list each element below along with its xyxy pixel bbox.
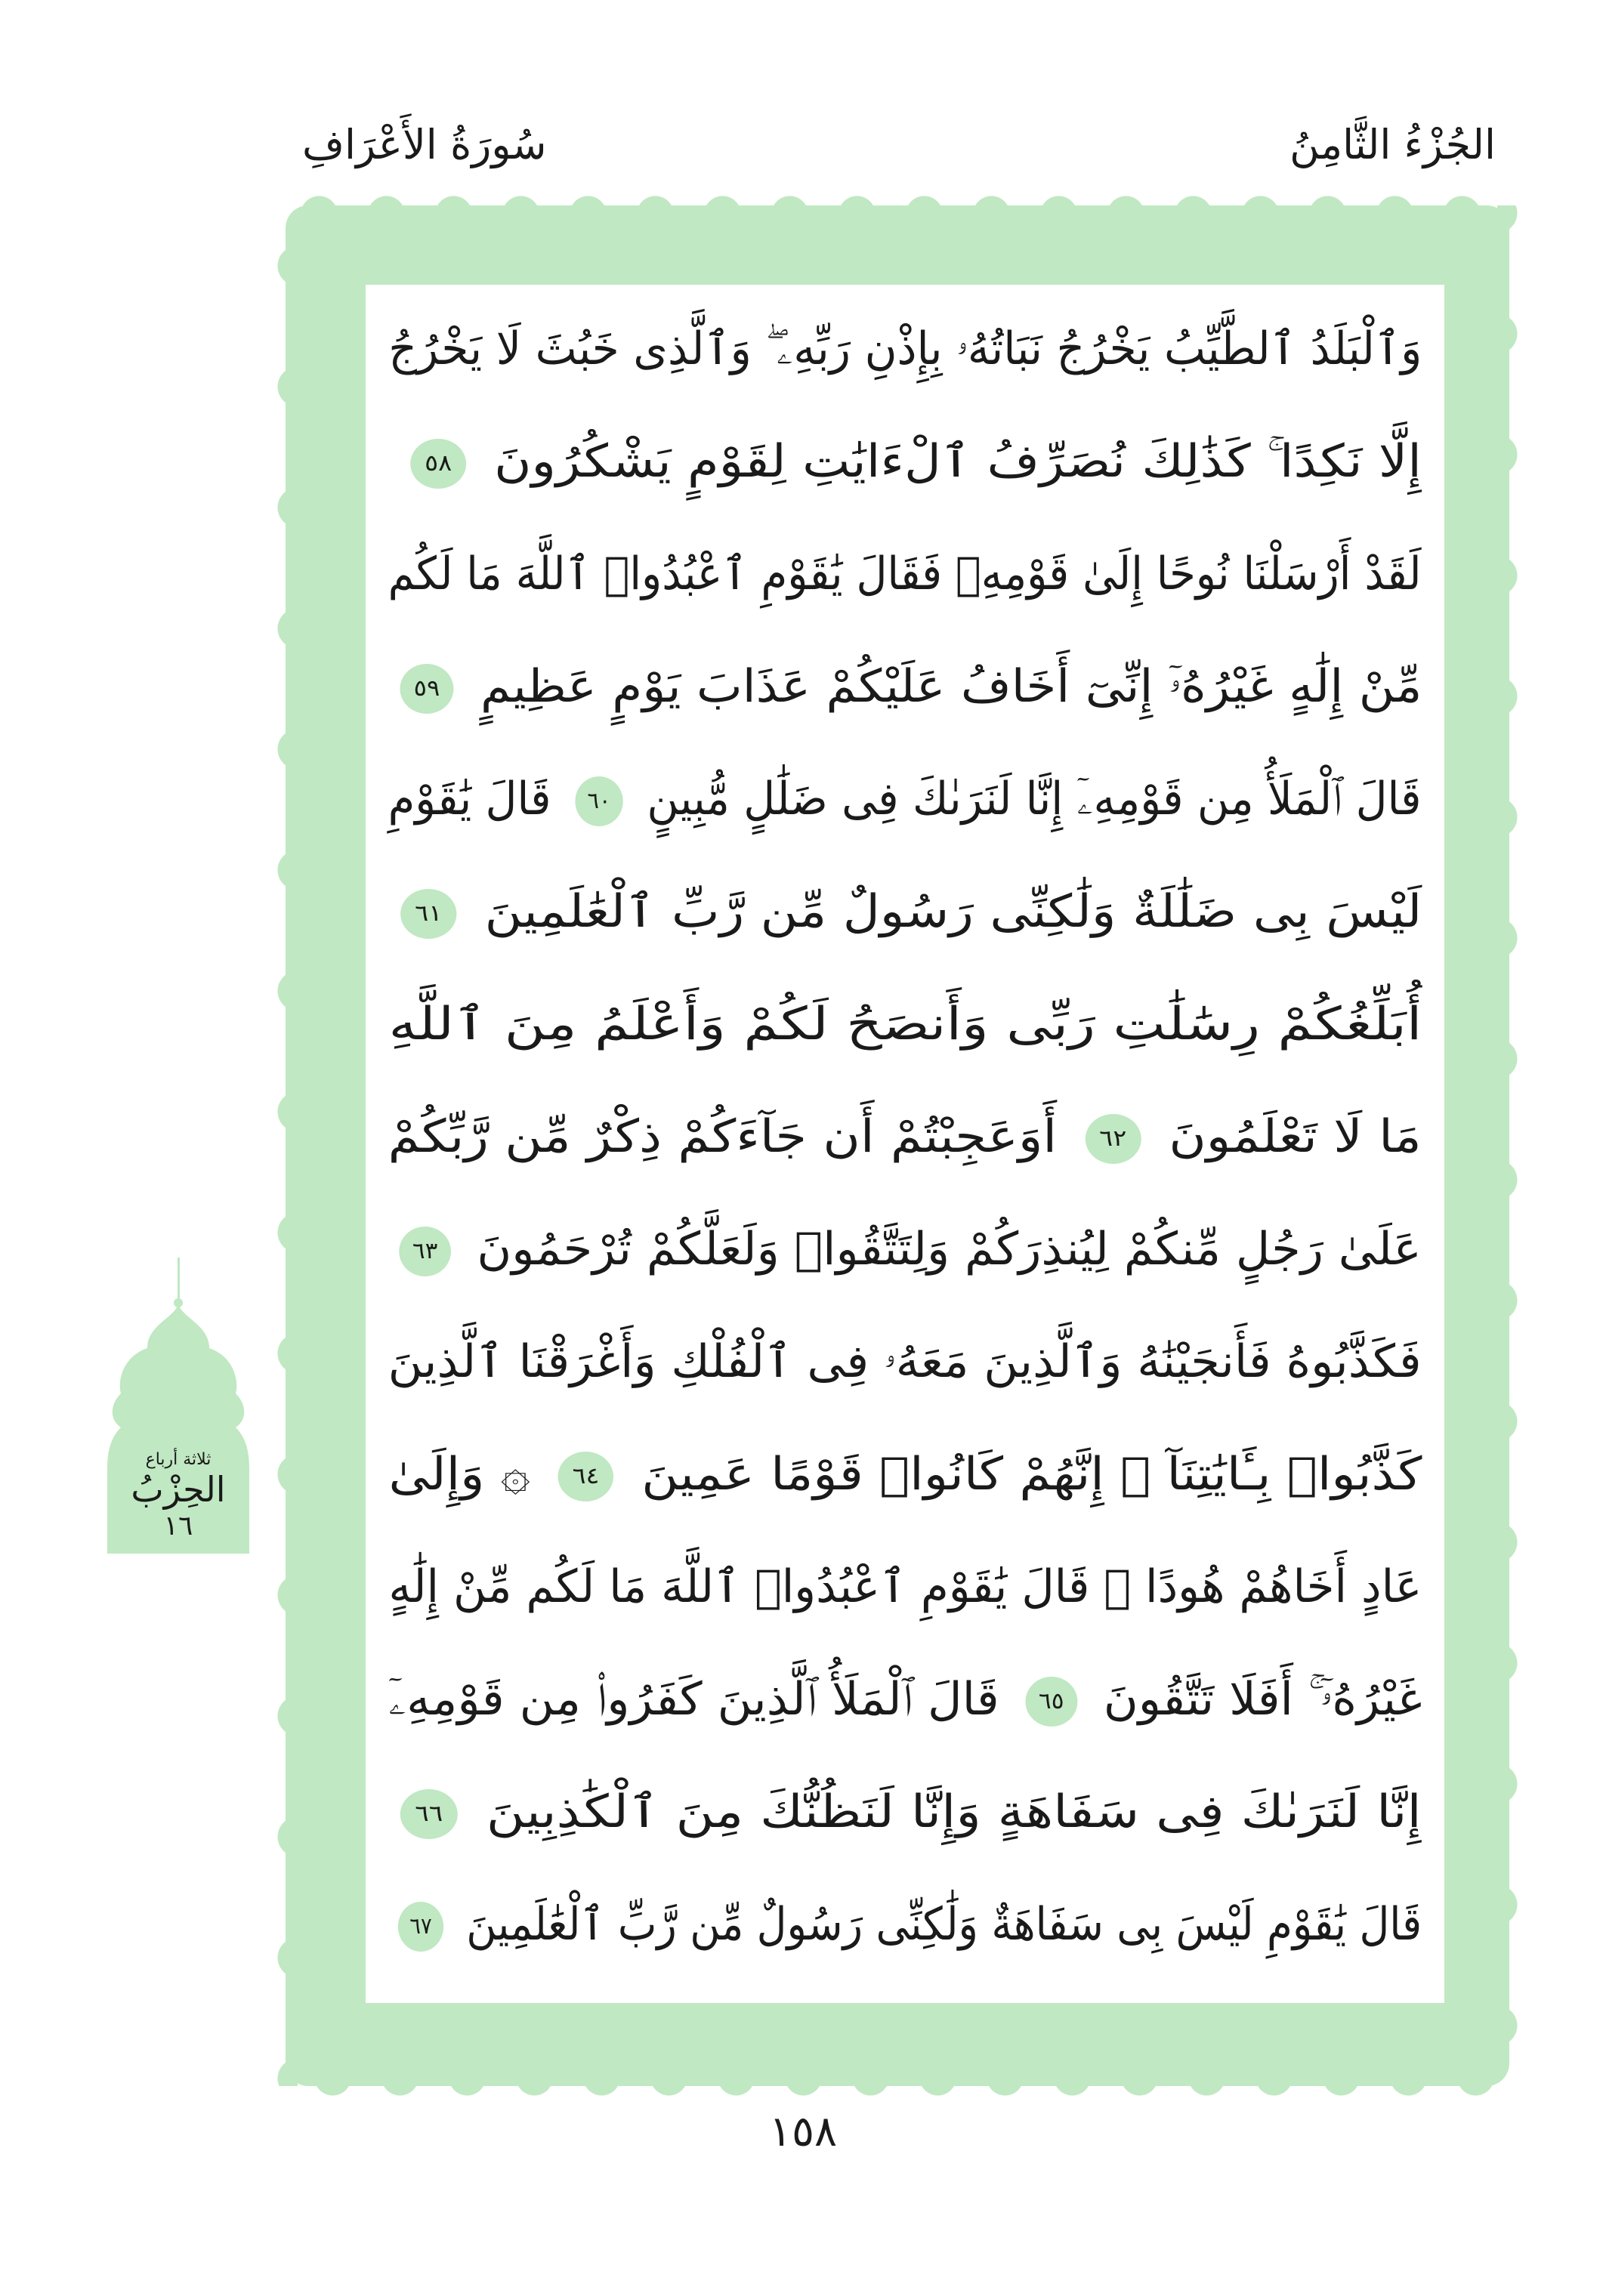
text-line (388, 1425, 1422, 1523)
ayah-number-marker: ٥٩ (400, 664, 453, 714)
hizb-label: الحِزْبُ (131, 1469, 226, 1510)
hizb-fraction: ثلاثة أرباع (145, 1450, 212, 1469)
frame-scallop-top (286, 184, 1509, 214)
text-line-content (388, 750, 1422, 848)
verse-text: إِلَّا نَكِدًا ۚ كَذَٰلِكَ نُصَرِّفُ ٱلْءَايَٰتِ لِقَوْمٍ يَشْكُرُونَ (494, 435, 1422, 488)
verse-text: كَذَّبُوا۟ بِـَٔايَٰتِنَآ ۚ إِنَّهُمْ كَانُوا۟ قَوْمًا عَمِينَ (641, 1448, 1422, 1501)
text-line (388, 1538, 1422, 1636)
ayah-number-marker: ٦٧ (398, 1902, 443, 1952)
text-line (388, 412, 1422, 511)
text-line (388, 1088, 1422, 1186)
text-line (388, 1200, 1422, 1298)
juz-title: الجُزْءُ الثَّامِنُ (1289, 121, 1496, 168)
verse-text: غَيْرُهُۥٓ ۚ أَفَلَا تَتَّقُونَ (1103, 1673, 1422, 1726)
verse-text: قَالَ ٱلْمَلَأُ ٱلَّذِينَ كَفَرُوا۟ مِن قَوْمِهِۦٓ (388, 1673, 999, 1726)
text-line-content (388, 300, 1422, 398)
text-line-content (388, 1313, 1422, 1411)
surah-title: سُورَةُ الأَعْرَافِ (302, 121, 547, 168)
text-line (388, 525, 1422, 623)
text-line-content (388, 863, 1422, 961)
text-line (388, 975, 1422, 1073)
frame-scallop-right (1497, 205, 1527, 2086)
verse-text: قَالَ يَٰقَوْمِ (388, 773, 551, 826)
verse-text: قَالَ ٱلْمَلَأُ مِن قَوْمِهِۦٓ إِنَّا لَنَرَىٰكَ فِى ضَلَٰلٍ مُّبِينٍ (647, 773, 1422, 826)
text-line-content (388, 975, 1422, 1073)
text-line (388, 1313, 1422, 1411)
ayah-number-marker: ٦٥ (1025, 1677, 1077, 1727)
text-line-content (399, 412, 1422, 511)
verse-text: ۞ وَإِلَىٰ (388, 1448, 530, 1501)
quran-text-area (366, 285, 1444, 2003)
ayah-number-marker: ٦٤ (557, 1452, 613, 1501)
text-line-content (388, 1088, 1422, 1186)
verse-text: مَا لَا تَعْلَمُونَ (1169, 1110, 1422, 1163)
text-line-content (388, 1763, 1422, 1861)
frame-scallop-bottom (286, 2077, 1509, 2107)
verse-text: مِّنْ إِلَٰهٍ غَيْرُهُۥٓ إِنِّىٓ أَخَافُ عَلَيْكُمْ عَذَابَ يَوْمٍ عَظِيمٍ (480, 660, 1422, 713)
page-number: ١٥٨ (768, 2107, 838, 2156)
ayah-number-marker: ٦١ (400, 889, 456, 939)
text-line-content (388, 1538, 1422, 1636)
text-line-content (388, 637, 1422, 736)
text-line (388, 1763, 1422, 1861)
verse-text: فَكَذَّبُوهُ فَأَنجَيْنَٰهُ وَٱلَّذِينَ مَعَهُۥ فِى ٱلْفُلْكِ وَأَغْرَقْنَا ٱلَّذِينَ (388, 1335, 1422, 1388)
ayah-number-marker: ٥٨ (410, 439, 466, 489)
ayah-number-marker: ٦٣ (400, 1227, 452, 1276)
text-line-content (388, 525, 1422, 623)
verse-text: عَادٍ أَخَاهُمْ هُودًا ۗ قَالَ يَٰقَوْمِ ٱعْبُدُوا۟ ٱللَّهَ مَا لَكُم مِّنْ إِلَٰهٍ (388, 1560, 1422, 1613)
verse-text: وَٱلْبَلَدُ ٱلطَّيِّبُ يَخْرُجُ نَبَاتُهُۥ بِإِذْنِ رَبِّهِۦ ۖ وَٱلَّذِى خَبُثَ لَا يَخْرُجُ (388, 322, 1422, 375)
text-line (388, 1650, 1422, 1748)
text-line-content (388, 1425, 1422, 1523)
verse-text: عَلَىٰ رَجُلٍ مِّنكُمْ لِيُنذِرَكُمْ وَلِتَتَّقُوا۟ وَلَعَلَّكُمْ تُرْحَمُونَ (477, 1223, 1422, 1276)
frame-scallop-left (267, 205, 298, 2086)
verse-text: أَوَعَجِبْتُمْ أَن جَآءَكُمْ ذِكْرٌ مِّن رَّبِّكُمْ (388, 1110, 1058, 1163)
verse-text: لَقَدْ أَرْسَلْنَا نُوحًا إِلَىٰ قَوْمِهِۦ فَقَالَ يَٰقَوْمِ ٱعْبُدُوا۟ ٱللَّهَ مَا لَكُم (388, 548, 1422, 600)
verse-text: لَيْسَ بِى ضَلَٰلَةٌ وَلَٰكِنِّى رَسُولٌ مِّن رَّبِّ ٱلْعَٰلَمِينَ (484, 885, 1422, 938)
verse-text: أُبَلِّغُكُمْ رِسَٰلَٰتِ رَبِّى وَأَنصَحُ لَكُمْ وَأَعْلَمُ مِنَ ٱللَّهِ (388, 998, 1422, 1051)
text-line (388, 863, 1422, 961)
text-line (388, 1875, 1422, 1974)
text-line-content (388, 1200, 1422, 1298)
ayah-number-marker: ٦٠ (576, 776, 623, 826)
text-line-content (388, 1875, 1422, 1974)
hizb-number: ١٦ (163, 1511, 193, 1541)
page-frame (286, 205, 1509, 2086)
ayah-number-marker: ٦٢ (1086, 1114, 1141, 1164)
text-line (388, 750, 1422, 848)
text-line-content (388, 1650, 1422, 1748)
verse-text: إِنَّا لَنَرَىٰكَ فِى سَفَاهَةٍ وَإِنَّا لَنَظُنُّكَ مِنَ ٱلْكَٰذِبِينَ (486, 1785, 1422, 1838)
text-line (388, 300, 1422, 398)
text-line (388, 637, 1422, 736)
verse-text: قَالَ يَٰقَوْمِ لَيْسَ بِى سَفَاهَةٌ وَلَٰكِنِّى رَسُولٌ مِّن رَّبِّ ٱلْعَٰلَمِينَ (466, 1898, 1422, 1951)
ayah-number-marker: ٦٦ (400, 1789, 458, 1839)
